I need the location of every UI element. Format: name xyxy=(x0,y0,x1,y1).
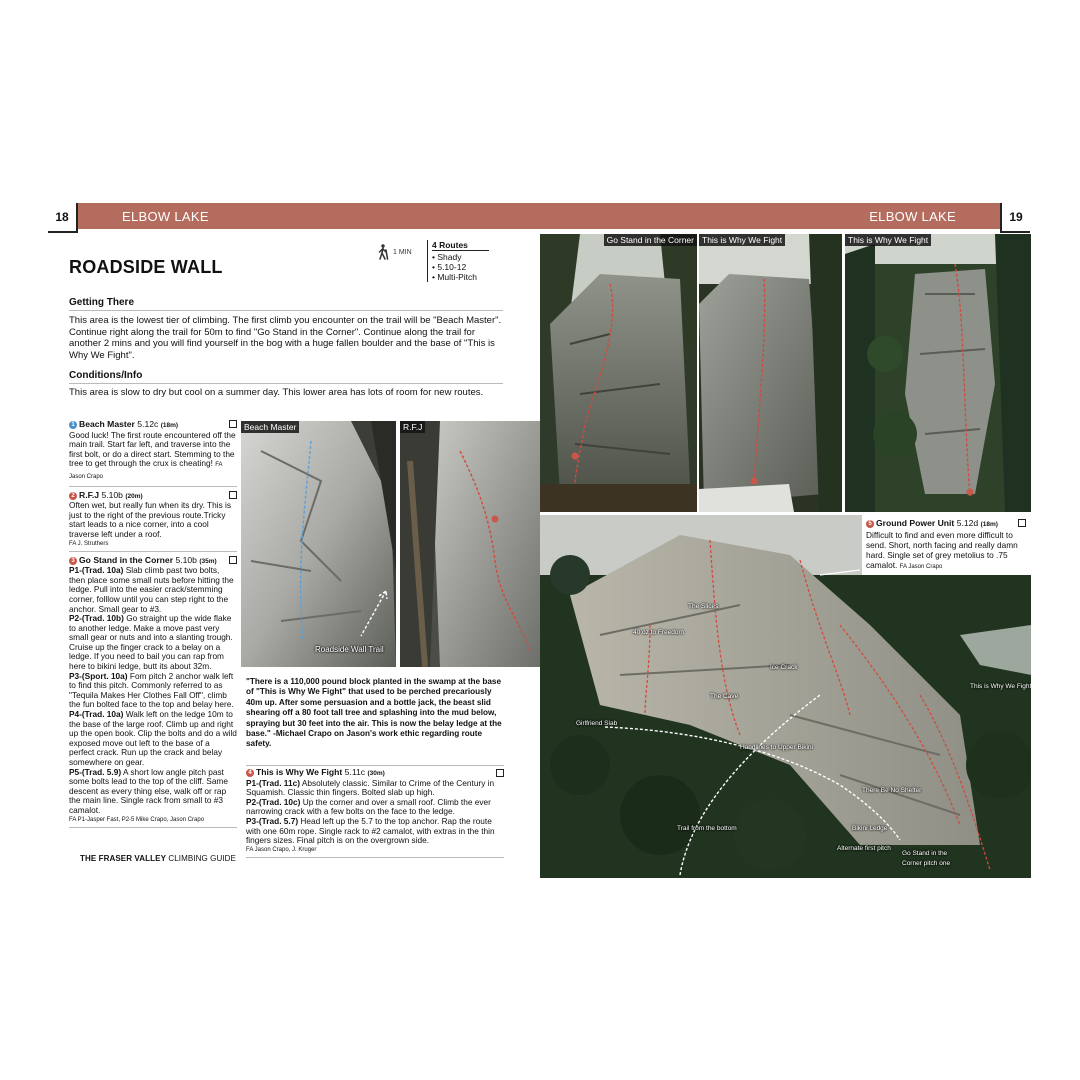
pitch-3 xyxy=(69,672,237,710)
pitch-label: P1-(Trad. 11c) xyxy=(246,777,300,788)
book-footer xyxy=(80,854,236,863)
route-grade: 5.11c xyxy=(344,767,366,777)
route-number-badge: 4 xyxy=(246,769,254,777)
photo-why-we-fight-2 xyxy=(845,234,1031,512)
tick-checkbox[interactable] xyxy=(496,769,504,777)
footer-bold: THE FRASER VALLEY xyxy=(80,854,167,863)
first-ascent: FA Jason Crapo xyxy=(899,564,943,570)
route-length: (18m) xyxy=(980,521,998,528)
pitch-2 xyxy=(69,614,237,672)
route-ground-power-unit xyxy=(862,515,1032,575)
route-description: Often wet, but really fun when its dry. This is just to the right of the previous route.Tricky start leads to a nice corner, into a cool traverse left under a roof. xyxy=(69,500,232,539)
annotation-ice-crack: Ice Crack xyxy=(770,664,798,671)
feature-grades: • 5.10-12 xyxy=(432,262,467,272)
route-length: (35m) xyxy=(199,557,217,565)
route-grade: 5.10b xyxy=(101,489,123,500)
hike-time xyxy=(377,244,412,260)
photo-beach-master xyxy=(241,421,396,667)
cliff-photo xyxy=(400,421,540,667)
page-number-right: 19 xyxy=(1000,203,1030,233)
annotation-bikini-ledge: Bikini Ledge xyxy=(852,825,888,832)
tick-checkbox[interactable] xyxy=(1018,519,1026,527)
pitch-text: Slab climb past two bolts, then place some small nuts before hitting the ledge. Pull into the easier crack/stemming corner, folllow until you can step right to the anchor. Small gear to #3. xyxy=(69,565,234,614)
getting-there-text: This area is the lowest tier of climbing. The first climb you encounter on the trail will be "Beach Master". Continue right along the trail for 50m to find "Go Stand in the Corner". Continue along the trail for another 2 mins and you will find yourself in the bog with a huge fallen boulder and the base of "This is Why We Fight". xyxy=(69,315,502,361)
pitch-label: P3-(Trad. 5.7) xyxy=(246,815,299,826)
route-number-badge: 1 xyxy=(69,421,77,429)
annotation-trail-bottom: Trail from the bottom xyxy=(677,825,737,832)
route-column-right xyxy=(246,765,504,862)
photo-go-stand xyxy=(540,234,697,512)
pitch-1 xyxy=(69,566,237,614)
cliff-photo xyxy=(699,234,842,512)
annotation-girlfriend-slab: Girlfriend Slab xyxy=(576,720,618,727)
pitch-text: Head left up the 5.7 to the top anchor. Rap the route with one 60m rope. Single rack to #2 camalot, with extras in the thin fingers sizes. Final pitch is on the overgrown side. xyxy=(246,815,495,846)
cliff-photo xyxy=(540,234,697,512)
annotation-the-slices: The Slices xyxy=(688,603,719,610)
hiker-icon xyxy=(377,244,389,260)
pull-quote: "There is a 110,000 pound block planted in the swamp at the base of "This is Why We Fight" that used to be perched precariously 40m up. After some persuasion and a bottle jack, the beast slid shearing off a 80 foot tall tree and splashing into the mud below, spraying but 30 feet into the air. This is now the belay ledge at the base." -Michael Crapo on Jason's work ethic regarding route safety. xyxy=(246,677,502,749)
photo-label: Beach Master xyxy=(241,421,299,433)
route-length: (18m) xyxy=(160,422,179,429)
trail-annotation: Roadside Wall Trail xyxy=(315,645,384,654)
pitch-label: P2-(Trad. 10c) xyxy=(246,796,301,807)
route-why-we-fight xyxy=(246,765,504,858)
pitch-label: P4-(Trad. 10a) xyxy=(69,709,124,720)
annotation-handlines: Handlines to Upper Bikini xyxy=(740,744,813,751)
route-column-left xyxy=(69,420,237,832)
getting-there-heading: Getting There xyxy=(69,297,503,311)
annotation-alternate-first: Alternate first pitch xyxy=(837,845,891,852)
route-length: (20m) xyxy=(125,492,143,500)
route-length: (30m) xyxy=(367,770,385,777)
section-title-right: ELBOW LAKE xyxy=(869,209,956,224)
route-name: This is Why We Fight xyxy=(256,767,343,777)
route-rfj xyxy=(69,491,237,552)
first-ascent: FA J. Struthers xyxy=(69,540,109,547)
route-go-stand xyxy=(69,556,237,828)
pitch-text: A short low angle pitch past some bolts lead to the top of the cliff. Same descent as every thing else, walk off or rap the main line. Single rack from small to #3 camalot. xyxy=(69,766,228,815)
route-grade: 5.12c xyxy=(137,419,159,429)
pitch-text: Go straight up the wide flake to another ledge. Make a move past very small gear or nuts and into a slanting trough. Cruise up the finger crack to a belay on a ledge. If you need to bail you can rap from here to bikini ledge, butt its about 32m. xyxy=(69,613,233,672)
pitch-label: P1-(Trad. 10a) xyxy=(69,565,124,576)
pitch-label: P3-(Sport. 10a) xyxy=(69,670,128,681)
route-heading xyxy=(866,518,1028,530)
pitch-text: Walk left on the ledge 10m to the base of the large roof. Climb up and right up the open book. Clip the bolts and do a wild exposed move out left to the base of a perfect crack. Run up the crack and belay somewhere on gear. xyxy=(69,709,237,767)
header-band xyxy=(78,203,1000,229)
annotation-go-stand-1: Go Stand in the xyxy=(902,850,948,857)
conditions-heading: Conditions/Info xyxy=(69,370,503,384)
page-title: ROADSIDE WALL xyxy=(69,257,223,277)
cliff-photo xyxy=(845,234,1031,512)
tick-checkbox[interactable] xyxy=(229,491,237,499)
hike-time-label: 1 MIN xyxy=(393,248,412,256)
annotation-the-cave: The Cave xyxy=(710,693,739,700)
route-number-badge: 5 xyxy=(866,520,874,528)
feature-multipitch: • Multi-Pitch xyxy=(432,272,478,282)
route-name: Go Stand in the Corner xyxy=(79,554,174,565)
pitch-label: P5-(Trad. 5.9) xyxy=(69,766,122,777)
conditions-text: This area is slow to dry but cool on a summer day. This lower area has lots of room for new routes. xyxy=(69,387,484,398)
route-number-badge: 2 xyxy=(69,492,77,500)
page-number-left: 18 xyxy=(48,203,78,233)
pitch-2 xyxy=(246,798,504,817)
annotation-40-oz: 40 oz to Freedom xyxy=(633,629,684,636)
first-ascent: FA P1-Jasper Fast, P2-5 Mike Crapo, Jason Crapo xyxy=(69,816,205,823)
photo-label: This is Why We Fight xyxy=(845,234,931,246)
photo-label: R.F.J xyxy=(400,421,425,433)
tick-checkbox[interactable] xyxy=(229,420,237,428)
pitch-label: P2-(Trad. 10b) xyxy=(69,613,124,624)
route-description: Good luck! The first route encountered off the main trail. Start far left, and traverse into the first bolt, or do a direct start. Stemming to the tree to get through the crux is cheating! xyxy=(69,429,236,469)
route-grade: 5.12d xyxy=(956,518,979,528)
pitch-5 xyxy=(69,768,237,816)
pitch-text: Up the corner and over a small roof. Climb the ever narrowing crack with a few bolts on the face to the ledge. xyxy=(246,796,491,817)
photo-label: This is Why We Fight xyxy=(699,234,785,246)
photo-why-we-fight-1 xyxy=(699,234,842,512)
route-grade: 5.10b xyxy=(175,554,197,565)
cliff-photo xyxy=(241,421,396,667)
annotation-go-stand-2: Corner pitch one xyxy=(902,860,951,867)
feature-shady: • Shady xyxy=(432,252,462,262)
route-summary-box xyxy=(427,240,489,282)
pitch-text: Absolutely classic. Similar to Crime of the Century in Squamish. Classic thin fingers. Bolted slab up high. xyxy=(246,777,495,798)
photo-label: Go Stand in the Corner xyxy=(604,234,697,246)
route-number-badge: 3 xyxy=(69,557,77,565)
photo-rfj xyxy=(400,421,540,667)
pitch-3 xyxy=(246,817,504,846)
pitch-1 xyxy=(246,779,504,798)
first-ascent: FA Jason Crapo xyxy=(69,462,223,480)
route-name: Beach Master xyxy=(79,419,135,429)
pitch-4 xyxy=(69,710,237,768)
route-beach-master xyxy=(69,420,237,487)
annotation-no-shelter: There Be No Shelter xyxy=(862,787,922,794)
section-title-left: ELBOW LAKE xyxy=(122,209,209,224)
route-name: Ground Power Unit xyxy=(876,518,955,528)
tick-checkbox[interactable] xyxy=(229,556,237,564)
footer-rest: CLIMBING GUIDE xyxy=(166,854,236,863)
route-description: Difficult to find and even more difficult to send. Short, north facing and really damn hard. Single set of grey metolius to .75 camalot. xyxy=(866,530,1018,570)
pitch-text: Fom pitch 2 anchor walk left to find this pitch. Commonly referred to as "Tequila Makes Her Clothes Fall Off", climb the fun bolted face to the top and belay here. xyxy=(69,670,234,710)
annotation-why-we-fight: This is Why We Fight xyxy=(970,683,1031,690)
route-name: R.F.J xyxy=(79,489,100,500)
routes-count: 4 Routes xyxy=(432,240,489,251)
first-ascent: FA Jason Crapo, J. Kruger xyxy=(246,846,317,853)
